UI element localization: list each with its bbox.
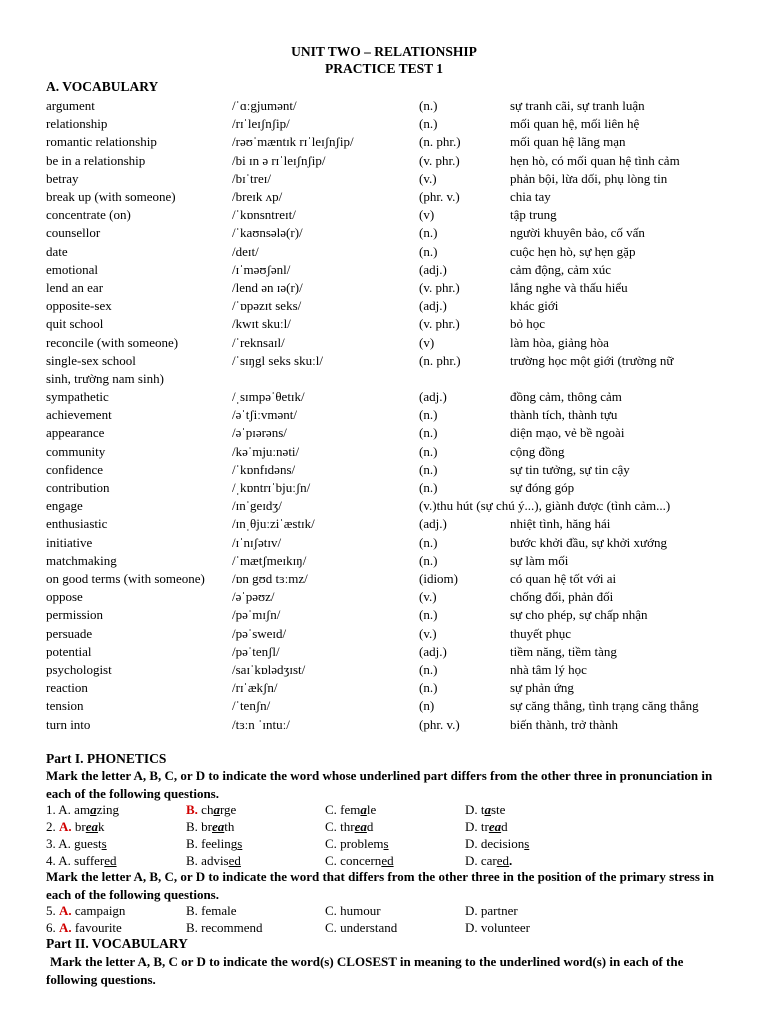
vocab-ipa: /lend ən ɪə(r)/ — [232, 280, 303, 295]
vocab-ipa: /ɪˈməʊʃənl/ — [232, 261, 291, 277]
vocab-pos: (n.) — [419, 425, 438, 441]
vocabulary-heading: A. VOCABULARY — [46, 79, 159, 94]
vocab-row — [0, 388, 768, 406]
vocab-word: appearance — [46, 425, 105, 441]
vocab-word: sympathetic — [46, 389, 109, 404]
vocab-row — [0, 133, 768, 151]
question-2: 2. A. break B. breath C. thread D. tread — [46, 819, 508, 834]
vocab-ipa: /pəˈtenʃl/ — [232, 643, 280, 659]
vocab-pos: (n.) — [419, 407, 438, 423]
vocab-pos: (n.) — [419, 243, 438, 259]
vocab-pos: (v. phr.) — [419, 280, 460, 295]
vocab-ipa: /ˈɑːgjumənt/ — [232, 98, 297, 113]
vocab-row — [0, 424, 768, 442]
vocab-pos: (n. phr.) — [419, 352, 461, 368]
answer-marker: A. — [59, 819, 72, 834]
vocab-ipa: /deɪt/ — [232, 243, 259, 259]
vocab-meaning: biến thành, trở thành — [510, 716, 618, 732]
vocab-ipa: /ˈɒpəzɪt seks/ — [232, 298, 302, 314]
vocab-pos: (v.) — [419, 589, 437, 605]
vocab-row — [0, 315, 768, 333]
vocab-meaning: cảm động, cảm xúc — [510, 261, 612, 277]
vocab-ipa: /ˌkɒntrɪˈbjuːʃn/ — [232, 480, 311, 495]
vocab-meaning: tập trung — [510, 207, 557, 223]
vocab-meaning: cuộc hẹn hò, sự hẹn gặp — [510, 243, 636, 259]
vocab-ipa: /tɜːn ˈɪntuː/ — [232, 716, 290, 732]
vocab-ipa: /əˈtʃiːvmənt/ — [232, 407, 297, 423]
vocab-pos: (adj.) — [419, 389, 447, 404]
vocab-ipa: /rɪˈleɪʃnʃip/ — [232, 116, 290, 132]
vocab-pos: (adj.) — [419, 298, 447, 314]
vocab-ipa: /saɪˈkɒlədʒɪst/ — [232, 662, 306, 677]
vocab-pos: (adj.) — [419, 261, 447, 277]
vocab-row — [0, 643, 768, 661]
vocab-pos: (n.) — [419, 98, 438, 113]
vocab-ipa: /pəˈsweɪd/ — [232, 625, 287, 641]
vocab-word: opposite-sex — [46, 298, 112, 314]
vocab-row — [0, 479, 768, 497]
vocab-row — [0, 261, 768, 279]
page-title: UNIT TWO – RELATIONSHIP — [291, 44, 477, 59]
vocab-pos: (v) — [419, 334, 435, 350]
vocab-ipa: /ˌsɪmpəˈθetɪk/ — [232, 389, 305, 404]
vocab-ipa: /bi ɪn ə rɪˈleɪʃnʃip/ — [232, 152, 326, 168]
vocab-meaning: thuyết phục — [510, 625, 572, 641]
vocab-meaning: bỏ học — [510, 316, 546, 332]
vocab-row — [0, 570, 768, 588]
vocab-row — [0, 515, 768, 533]
vocab-meaning: mối quan hệ lãng mạn — [510, 134, 626, 150]
vocab-ipa: /ɪnˌθjuːziˈæstɪk/ — [232, 516, 315, 532]
vocab-meaning: sự căng thẳng, tình trạng căng thẳng — [510, 698, 699, 714]
vocab-row — [0, 406, 768, 424]
vocab-meaning: sự tranh cãi, sự tranh luận — [510, 98, 645, 113]
phonetics-heading: Part I. PHONETICS — [46, 751, 167, 766]
vocab-row — [0, 206, 768, 224]
vocab-word: be in a relationship — [46, 152, 146, 168]
vocab-ipa: /kəˈmjuːnəti/ — [232, 443, 300, 459]
vocab-meaning: đồng cảm, thông cảm — [510, 389, 622, 404]
vocab-row — [0, 697, 768, 715]
vocab-ipa: /ˈsɪŋgl seks skuːl/ — [232, 352, 323, 368]
vocab-ipa: /əˈpəʊz/ — [232, 589, 275, 605]
vocab-meaning: chống đối, phản đối — [510, 589, 614, 605]
vocab-pos: (phr. v.) — [419, 189, 460, 204]
vocab-pos: (adj.) — [419, 516, 447, 532]
vocab-row — [0, 606, 768, 624]
vocab-word: date — [46, 243, 68, 259]
vocab-pos: (v.) — [419, 625, 437, 641]
vocab-meaning: sự làm mối — [510, 552, 569, 568]
vocab-pos: (n.) — [419, 534, 438, 550]
vocab-word: persuade — [46, 625, 93, 641]
vocab-row — [0, 443, 768, 461]
vocab-meaning: lắng nghe và thấu hiểu — [510, 280, 628, 295]
vocab-word: contribution — [46, 480, 110, 495]
vocab-ipa: /ɪˈnɪʃətɪv/ — [232, 534, 282, 550]
vocab-row — [0, 552, 768, 570]
vocab-meaning: thành tích, thành tựu — [510, 407, 618, 423]
vocab-word: romantic relationship — [46, 134, 157, 150]
vocabulary-wrap-line: sinh, trường nam sinh) — [46, 371, 164, 386]
vocab-row — [0, 97, 768, 115]
vocab-ipa: /rəʊˈmæntɪk rɪˈleɪʃnʃip/ — [232, 134, 354, 150]
vocab-meaning: trường học một giới (trường nữ — [510, 352, 674, 368]
vocab-pos: (n) — [419, 698, 435, 714]
vocab-ipa: /ˈreknsaɪl/ — [232, 334, 285, 350]
vocab-ipa: /breɪk ʌp/ — [232, 189, 283, 204]
question-4: 4. A. suffered B. advised C. concerned D. cared. — [46, 853, 513, 868]
vocab-row — [0, 679, 768, 697]
vocab-word: on good terms (with someone) — [46, 571, 205, 586]
vocab-meaning: sự phản ứng — [510, 680, 574, 696]
question-1: 1. A. amazing B. charge C. female D. taste — [46, 802, 506, 817]
vocab-pos: (v.) — [419, 170, 437, 186]
vocab-word: matchmaking — [46, 552, 117, 568]
vocab-word: permission — [46, 607, 104, 623]
vocab-pos: (v) — [419, 207, 435, 223]
vocab-ipa: /bɪˈtreɪ/ — [232, 170, 271, 186]
page-subtitle: PRACTICE TEST 1 — [324, 61, 444, 76]
vocab-row — [0, 188, 768, 206]
vocab-ipa: /əˈpɪərəns/ — [232, 425, 287, 441]
vocab-row — [0, 115, 768, 133]
vocab-pos: (n. phr.) — [419, 134, 461, 150]
answer-marker: B. — [186, 802, 198, 817]
vocab-pos: (v. phr.) — [419, 152, 460, 168]
vocab-word: engage — [46, 498, 83, 514]
vocab-meaning: nhà tâm lý học — [510, 662, 587, 677]
vocab-word: reconcile (with someone) — [46, 334, 179, 350]
part2-instruction: Mark the letter A, B, C or D to indicate the word(s) CLOSEST in meaning to the underlined word(s) in each of the following questions. — [46, 954, 684, 987]
vocab-row — [0, 534, 768, 552]
vocab-pos: (n.) — [419, 225, 438, 241]
vocab-ipa: /ˈkɒnsntreɪt/ — [232, 207, 296, 223]
vocab-pos: (idiom) — [419, 571, 458, 586]
vocab-word: break up (with someone) — [46, 189, 176, 204]
vocab-word: counsellor — [46, 225, 101, 241]
question-6: 6. A. favourite B. recommend C. understand D. volunteer — [46, 920, 530, 935]
question-5: 5. A. campaign B. female C. humour D. partner — [46, 903, 518, 918]
part2-heading: Part II. VOCABULARY — [46, 936, 188, 951]
vocab-meaning: nhiệt tình, hăng hái — [510, 516, 611, 532]
vocab-word: enthusiastic — [46, 516, 108, 532]
vocab-meaning: cộng đồng — [510, 443, 565, 459]
vocab-meaning: chia tay — [510, 189, 551, 204]
vocab-pos: (phr. v.) — [419, 716, 460, 732]
vocab-meaning: có quan hệ tốt với ai — [510, 571, 617, 586]
vocab-word: concentrate (on) — [46, 207, 131, 223]
answer-marker: A. — [59, 920, 72, 935]
phonetics-instruction: Mark the letter A, B, C, or D to indicate the word whose underlined part differs from the other three in pronunciation in each of the following questions. — [46, 768, 713, 801]
vocab-meaning: sự tin tưởng, sự tin cậy — [510, 461, 630, 477]
vocab-ipa: /ˈmætʃmeɪkɪŋ/ — [232, 552, 307, 568]
vocab-row — [0, 716, 768, 734]
vocab-ipa: /ˈkaʊnsələ(r)/ — [232, 225, 303, 241]
vocab-row — [0, 661, 768, 679]
vocab-meaning: sự cho phép, sự chấp nhận — [510, 607, 648, 623]
vocab-ipa: /ˈkɒnfɪdəns/ — [232, 461, 296, 477]
vocab-pos: (n.) — [419, 116, 438, 132]
vocab-word: lend an ear — [46, 280, 104, 295]
vocab-ipa: /ˈtenʃn/ — [232, 698, 271, 714]
vocab-word: quit school — [46, 316, 104, 332]
vocab-row — [0, 152, 768, 170]
vocab-row — [0, 625, 768, 643]
answer-marker: A. — [59, 903, 72, 918]
vocab-word: potential — [46, 643, 92, 659]
vocab-word: tension — [46, 698, 84, 714]
vocab-word: oppose — [46, 589, 83, 605]
vocab-meaning: sự đóng góp — [510, 480, 575, 495]
vocab-meaning: diện mạo, vẻ bề ngoài — [510, 425, 625, 441]
vocab-pos: (n.) — [419, 443, 438, 459]
vocab-row — [0, 297, 768, 315]
vocab-pos: (n.) — [419, 607, 438, 623]
vocab-row — [0, 334, 768, 352]
vocab-meaning: làm hòa, giảng hòa — [510, 334, 609, 350]
vocab-pos: (v. phr.) — [419, 316, 460, 332]
vocab-pos: (n.) — [419, 680, 438, 696]
vocab-word: confidence — [46, 461, 104, 477]
vocab-row — [0, 497, 768, 515]
vocab-meaning: khác giới — [510, 298, 559, 314]
vocab-ipa: /ɒn gʊd tɜːmz/ — [232, 571, 308, 586]
vocab-word: emotional — [46, 261, 98, 277]
vocab-word: psychologist — [46, 662, 112, 677]
vocab-meaning: phản bội, lừa dối, phụ lòng tin — [510, 170, 668, 186]
vocab-pos: (n.) — [419, 552, 438, 568]
vocab-word: single-sex school — [46, 352, 136, 368]
vocab-row — [0, 170, 768, 188]
vocab-word: community — [46, 443, 106, 459]
vocab-row — [0, 461, 768, 479]
vocab-row — [0, 224, 768, 242]
stress-instruction: Mark the letter A, B, C, or D to indicate the word that differs from the other three in the position of the primary stress in each of the following questions. — [46, 869, 714, 902]
vocab-row — [0, 279, 768, 297]
vocab-pos: (n.) — [419, 480, 438, 495]
vocab-pos: (n.) — [419, 662, 438, 677]
vocab-word: betray — [46, 170, 79, 186]
vocab-meaning: bước khởi đầu, sự khởi xướng — [510, 534, 667, 550]
vocab-word: argument — [46, 98, 95, 113]
vocab-word: achievement — [46, 407, 112, 423]
vocab-ipa: /pəˈmɪʃn/ — [232, 607, 281, 623]
vocab-word: turn into — [46, 716, 91, 732]
vocab-row — [0, 243, 768, 261]
vocab-word: relationship — [46, 116, 108, 132]
vocab-ipa: /ɪnˈgeɪdʒ/ — [232, 498, 282, 514]
vocab-pos: (v.)thu hút (sự chú ý...), giành được (tình cảm...) — [419, 498, 671, 514]
vocab-meaning: hẹn hò, có mối quan hệ tình cảm — [510, 152, 680, 168]
vocab-pos: (adj.) — [419, 643, 447, 659]
question-3: 3. A. guests B. feelings C. problems D. decisions — [46, 836, 530, 851]
vocab-row — [0, 352, 768, 370]
vocab-meaning: mối quan hệ, mối liên hệ — [510, 116, 640, 132]
vocab-ipa: /kwɪt skuːl/ — [232, 316, 291, 332]
vocab-meaning: người khuyên bảo, cố vấn — [510, 225, 645, 241]
vocab-meaning: tiềm năng, tiềm tàng — [510, 643, 617, 659]
vocab-ipa: /rɪˈækʃn/ — [232, 680, 278, 696]
vocab-word: reaction — [46, 680, 88, 696]
vocab-word: initiative — [46, 534, 93, 550]
vocab-row — [0, 588, 768, 606]
vocab-pos: (n.) — [419, 461, 438, 477]
